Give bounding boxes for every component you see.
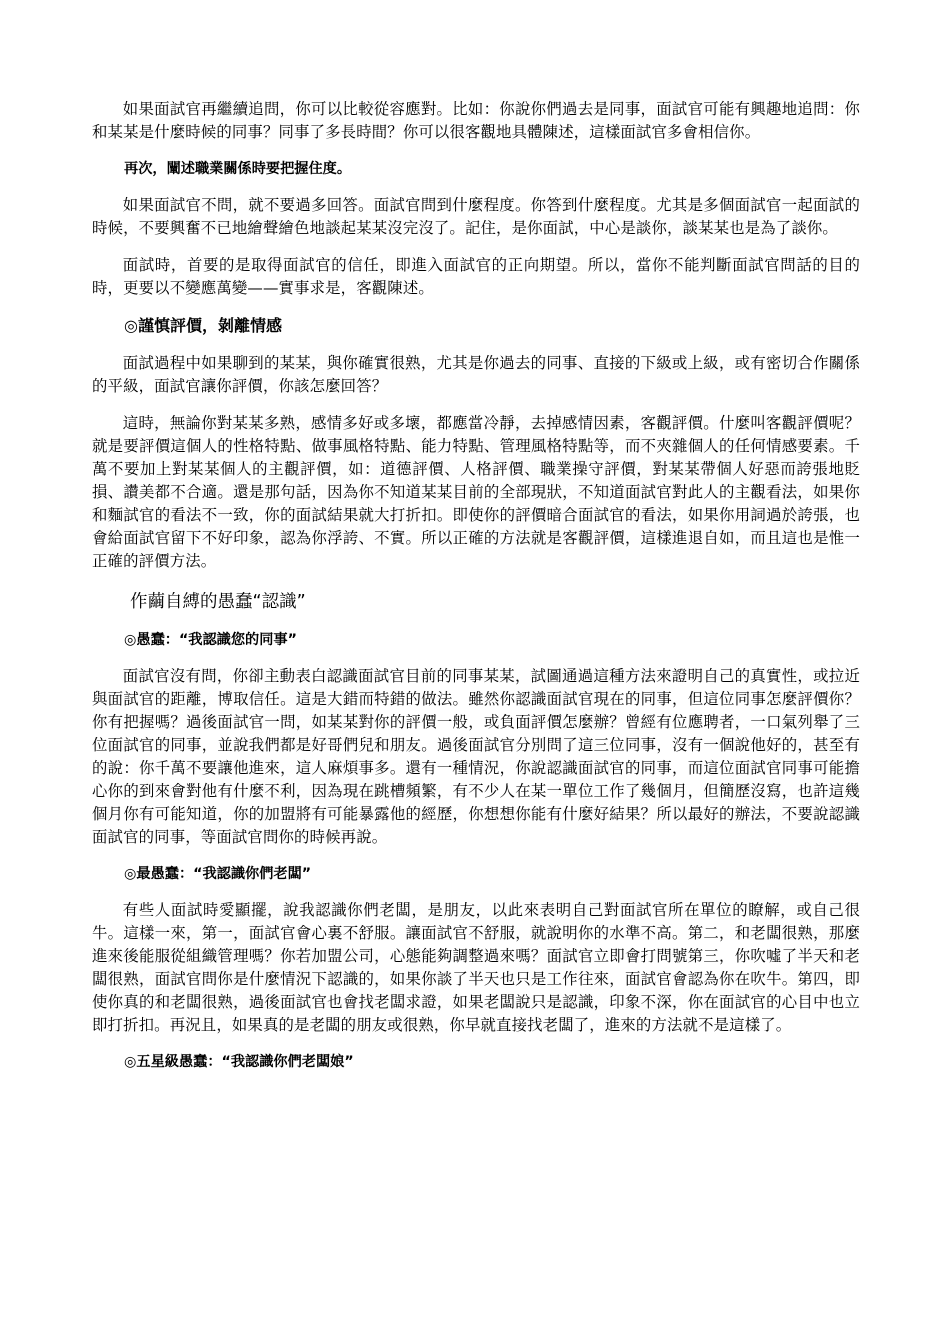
heading-know-boss: ◎最愚蠢：“我認識你們老闆” <box>124 866 312 882</box>
paragraph-evaluation-question: 面試過程中如果聊到的某某，與你確實很熟，尤其是你過去的同事、直接的下級或上級，或有密切合作關係的平級，面試官讓你評價，你該怎麼回答？ <box>92 354 860 395</box>
heading-know-colleague: ◎愚蠢：“我認識您的同事” <box>124 632 297 648</box>
paragraph-gain-trust: 面試時，首要的是取得面試官的信任，即進入面試官的正向期望。所以，當你不能判斷面試官問話的目的時，更要以不變應萬變——實事求是，客觀陳述。 <box>92 256 860 297</box>
heading-know-boss-wife: ◎五星級愚蠢：“我認識你們老闆娘” <box>124 1054 354 1070</box>
heading-grasp-degree: 再次，闡述職業關係時要把握住度。 <box>124 161 352 177</box>
section-title: 作繭自縛的愚蠢“認識” <box>130 592 306 612</box>
paragraph-know-boss: 有些人面試時愛顯擺，說我認識你們老闆，是朋友，以此來表明自己對面試官所在單位的瞭解，或自己很牛。這樣一來，第一，面試官會心裏不舒服。讓面試官不舒服，就說明你的水準不高。第二，和老闆很熟，那麼進來後能服從組織管理嗎？你若加盟公司，心態能夠調整過來嗎？面試官立即會打問號第三，你吹噓了半天和老闆很熟，面試官問你是什麼情況下認識的，如果你談了半天也只是工作往來，面試官會認為你在吹牛。第四，即使你真的和老闆很熟，過後面試官也會找老闆求證，如果老闆說只是認識，印象不深，你在面試官的心目中也立即打折扣。再況且，如果真的是老闆的朋友或很熟，你早就直接找老闆了，進來的方法就不是這樣了。 <box>92 901 860 1034</box>
paragraph-follow-up: 如果面試官再繼續追問，你可以比較從容應對。比如：你說你們過去是同事，面試官可能有興趣地追問：你和某某是什麼時候的同事？同事了多長時間？你可以很客觀地具體陳述，這樣面試官多會相信你。 <box>92 100 860 141</box>
paragraph-know-colleague: 面試官沒有問，你卻主動表白認識面試官目前的同事某某，試圖通過這種方法來證明自己的真實性，或拉近與面試官的距離，博取信任。這是大錯而特錯的做法。雖然你認識面試官現在的同事，但這位同事怎麼評價你？你有把握嗎？過後面試官一問，如某某對你的評價一般，或負面評價怎麼辦？曾經有位應聘者，一口氣列舉了三位面試官的同事，並說我們都是好哥們兒和朋友。過後面試官分別問了這三位同事，沒有一個說他好的，甚至有的說：你千萬不要讓他進來，這人麻煩事多。還有一種情況，你說認識面試官的同事，而這位面試官同事可能擔心你的到來會對他有什麼不利，因為現在跳槽頻繁，有不少人在某一單位工作了幾個月，但簡歷沒寫，也許這幾個月你有可能知道，你的加盟將有可能暴露他的經歷，你想想你能有什麼好結果？所以最好的辦法，不要說認識面試官的同事，等面試官問你的時候再說。 <box>92 667 860 846</box>
document-page <box>92 98 860 1073</box>
paragraph-dont-overanswer: 如果面試官不問，就不要過多回答。面試官問到什麼程度。你答到什麼程度。尤其是多個面試官一起面試的時候，不要興奮不已地繪聲繪色地談起某某沒完沒了。記住，是你面試，中心是談你，談某某也是為了談你。 <box>92 196 860 237</box>
paragraph-objective-evaluation: 這時，無論你對某某多熟，感情多好或多壞，都應當冷靜，去掉感情因素，客觀評價。什麼叫客觀評價呢？就是要評價這個人的性格特點、做事風格特點、能力特點、管理風格特點等，而不夾雜個人的任何情感要素。千萬不要加上對某某個人的主觀評價，如：道德評價、人格評價、職業操守評價，對某某帶個人好惡而誇張地貶損、讚美都不合適。還是那句話，因為你不知道某某目前的全部現狀，不知道面試官對此人的主觀看法，如果你和麵試官的看法不一致，你的面試結果就大打折扣。即使你的評價暗合面試官的看法，如果你用詞過於誇張，也會給面試官留下不好印象，認為你浮誇、不實。所以正確的方法就是客觀評價，這樣進退自如，而且這也是惟一正確的評價方法。 <box>92 414 860 570</box>
heading-careful-evaluation: ◎謹慎評價，剝離情感 <box>124 316 282 335</box>
